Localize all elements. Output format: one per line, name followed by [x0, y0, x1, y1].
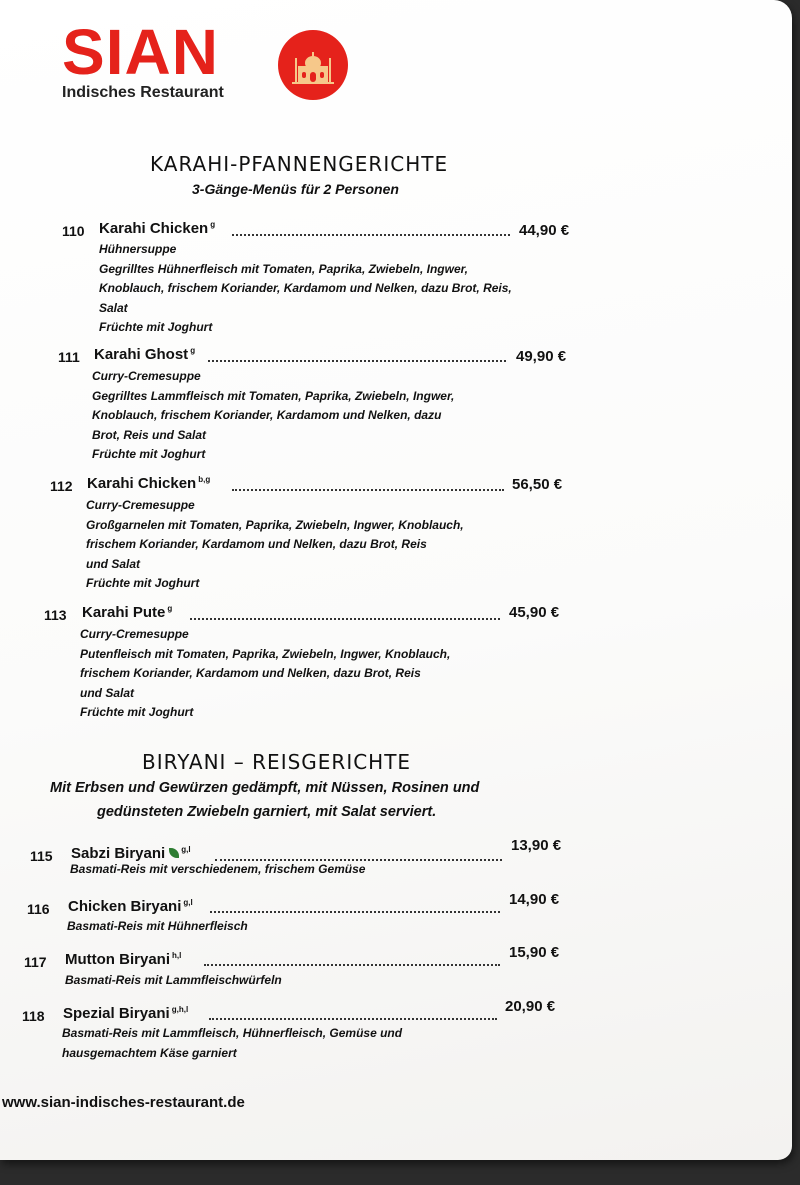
item-number: 111 — [58, 349, 80, 365]
allergen-codes: g — [190, 346, 196, 355]
item-name: Spezial Biryani $^{g,h,l}$ — [63, 1005, 189, 1022]
section-intro-line2: gedünsteten Zwiebeln garniert, mit Salat serviert. — [97, 804, 437, 820]
item-name: Mutton Biryani $^{h,l}$ — [65, 951, 182, 968]
item-name: Karahi Ghost $^g$ — [94, 346, 196, 363]
item-price: 13,90 € — [511, 837, 562, 854]
brand — [62, 16, 224, 102]
section-title-karahi: KARAHI-PFANNENGERICHTE — [150, 152, 449, 176]
item-number: 110 — [62, 223, 85, 239]
item-price: 44,90 € — [519, 222, 570, 239]
item-description: Curry-Cremesuppe Putenfleisch mit Tomaten, Paprika, Zwiebeln, Ingwer, Knoblauch, frischem Koriander, Kardamom und Nelken, dazu Brot, Reis und Salat Früchte mit Joghurt — [80, 627, 451, 719]
item-price: 20,90 € — [505, 998, 556, 1015]
item-number: 115 — [30, 848, 53, 864]
item-name: Chicken Biryani $^{g,l}$ — [68, 898, 193, 915]
item-name: Sabzi Biryani $^{g,l}$ — [71, 845, 191, 862]
taj-mahal-icon — [278, 30, 348, 100]
item-price: 56,50 € — [512, 476, 563, 493]
allergen-codes: g,l — [181, 845, 191, 854]
dot-leader — [232, 487, 504, 491]
dot-leader — [210, 909, 500, 913]
section-title-biryani: BIRYANI – REISGERICHTE — [142, 750, 412, 774]
section-intro-line1: Mit Erbsen und Gewürzen gedämpft, mit Nüssen, Rosinen und — [50, 780, 480, 796]
leaf-icon — [169, 848, 179, 858]
section-subtitle-karahi: 3-Gänge-Menüs für 2 Personen — [192, 181, 399, 197]
item-description: Curry-Cremesuppe Gegrilltes Lammfleisch mit Tomaten, Paprika, Zwiebeln, Ingwer, Knoblauch, frischem Koriander, Kardamom und Nelken, dazu Brot, Reis und Salat Früchte mit Joghurt — [92, 369, 455, 461]
item-description: Basmati-Reis mit Hühnerfleisch — [67, 919, 248, 933]
brand-subtitle: Indisches Restaurant — [62, 84, 224, 101]
item-price: 15,90 € — [509, 944, 560, 961]
dot-leader — [190, 616, 500, 620]
item-price: 45,90 € — [509, 604, 560, 621]
item-name: Karahi Pute $^g$ — [82, 604, 173, 621]
dot-leader — [209, 1016, 497, 1020]
item-name: Karahi Chicken $^{b,g}$ — [87, 475, 211, 492]
website-url: www.sian-indisches-restaurant.de — [2, 1094, 245, 1111]
dot-leader — [208, 358, 506, 362]
allergen-codes: g,l — [183, 898, 193, 907]
item-description: Basmati-Reis mit Lammfleischwürfeln — [65, 973, 282, 987]
item-number: 112 — [50, 478, 73, 494]
item-name: Karahi Chicken $^g$ — [99, 220, 216, 237]
item-number: 113 — [44, 607, 67, 623]
brand-name: SIAN — [62, 16, 219, 88]
item-number: 117 — [24, 954, 47, 970]
item-description: Basmati-Reis mit Lammfleisch, Hühnerfleisch, Gemüse und hausgemachtem Käse garniert — [62, 1026, 403, 1060]
item-description: Curry-Cremesuppe Großgarnelen mit Tomaten, Paprika, Zwiebeln, Ingwer, Knoblauch, frischem Koriander, Kardamom und Nelken, dazu Brot, Reis und Salat Früchte mit Joghurt — [86, 498, 464, 590]
item-number: 116 — [27, 901, 50, 917]
allergen-codes: b,g — [198, 475, 211, 484]
dot-leader — [204, 962, 500, 966]
dot-leader — [232, 232, 510, 236]
item-description: Hühnersuppe Gegrilltes Hühnerfleisch mit Tomaten, Paprika, Zwiebeln, Ingwer, Knoblauch, frischem Koriander, Kardamom und Nelken, dazu Brot, Reis, Salat Früchte mit Joghurt — [99, 242, 512, 334]
allergen-codes: g — [210, 220, 216, 229]
item-number: 118 — [22, 1008, 45, 1024]
item-price: 14,90 € — [509, 891, 560, 908]
item-description: Basmati-Reis mit verschiedenem, frischem Gemüse — [70, 862, 366, 876]
allergen-codes: g,h,l — [171, 1005, 189, 1014]
item-price: 49,90 € — [516, 348, 567, 365]
allergen-codes: h,l — [172, 951, 182, 960]
allergen-codes: g — [167, 604, 173, 613]
